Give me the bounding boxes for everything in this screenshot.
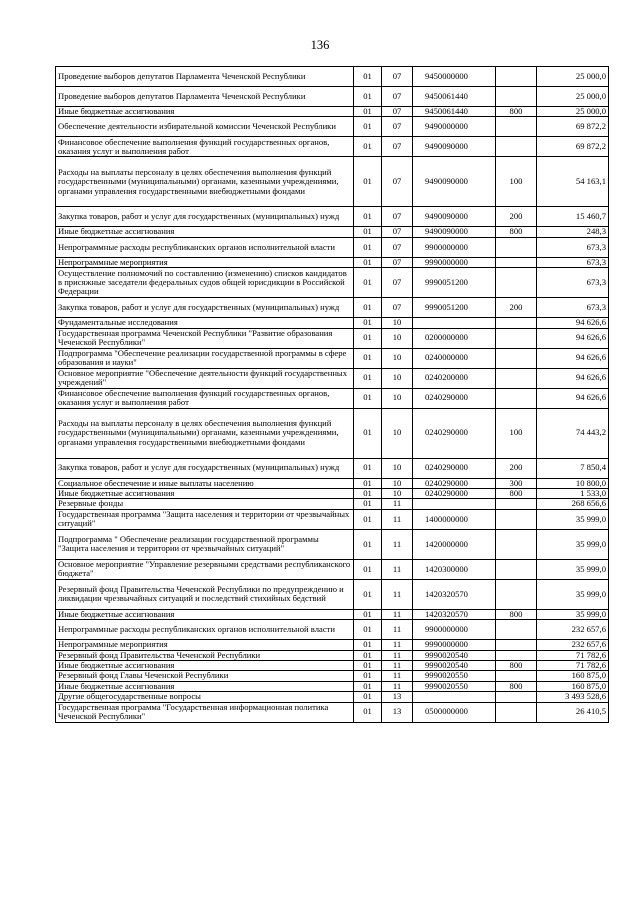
row-amount: 94 626,6	[537, 368, 609, 388]
row-amount: 15 460,7	[537, 207, 609, 227]
row-expense-type	[496, 368, 537, 388]
row-target-article: 1400000000	[413, 509, 496, 529]
row-target-article: 9990000000	[413, 257, 496, 267]
row-expense-type	[496, 692, 537, 702]
table-row	[56, 702, 609, 722]
row-target-article: 0240290000	[413, 458, 496, 478]
row-section: 01	[354, 67, 382, 87]
row-name: Непрограммные расходы республиканских органов исполнительной власти	[56, 620, 354, 640]
row-target-article: 9990020550	[413, 681, 496, 691]
row-name: Закупка товаров, работ и услуг для государственных (муниципальных) нужд	[56, 207, 354, 227]
row-subsection: 10	[382, 328, 413, 348]
row-amount: 25 000,0	[537, 67, 609, 87]
row-target-article: 0240290000	[413, 408, 496, 458]
row-amount: 673,3	[537, 237, 609, 257]
row-subsection: 10	[382, 388, 413, 408]
row-name: Основное мероприятие "Обеспечение деятельности функций государственных учреждений"	[56, 368, 354, 388]
row-target-article: 9490090000	[413, 157, 496, 207]
row-name: Другие общегосударственные вопросы	[56, 692, 354, 702]
table-row	[56, 671, 609, 681]
table-row	[56, 137, 609, 157]
row-expense-type: 200	[496, 207, 537, 227]
row-amount: 673,3	[537, 268, 609, 298]
row-expense-type	[496, 529, 537, 559]
page-number: 136	[310, 38, 330, 52]
row-section: 01	[354, 559, 382, 579]
row-section: 01	[354, 692, 382, 702]
row-amount: 35 999,0	[537, 559, 609, 579]
row-amount: 25 000,0	[537, 107, 609, 117]
row-target-article: 9990000000	[413, 640, 496, 650]
row-target-article: 0240290000	[413, 388, 496, 408]
row-section: 01	[354, 620, 382, 640]
row-amount: 160 875,0	[537, 681, 609, 691]
row-target-article: 9490000000	[413, 117, 496, 137]
row-amount: 1 533,0	[537, 489, 609, 499]
row-amount: 673,3	[537, 298, 609, 318]
table-row	[56, 298, 609, 318]
row-subsection: 10	[382, 489, 413, 499]
row-amount: 160 875,0	[537, 671, 609, 681]
table-row	[56, 650, 609, 660]
row-section: 01	[354, 137, 382, 157]
row-section: 01	[354, 87, 382, 107]
row-name: Подпрограмма "Обеспечение реализации государственной программы в сфере образования и науки"	[56, 348, 354, 368]
row-amount: 35 999,0	[537, 579, 609, 609]
row-subsection: 07	[382, 257, 413, 267]
row-subsection: 11	[382, 650, 413, 660]
row-amount: 35 999,0	[537, 509, 609, 529]
row-section: 01	[354, 681, 382, 691]
table-row	[56, 237, 609, 257]
row-amount: 35 999,0	[537, 609, 609, 619]
row-expense-type	[496, 137, 537, 157]
row-amount: 94 626,6	[537, 348, 609, 368]
row-amount: 69 872,2	[537, 117, 609, 137]
row-expense-type: 100	[496, 408, 537, 458]
row-section: 01	[354, 609, 382, 619]
row-expense-type	[496, 640, 537, 650]
row-amount: 10 800,0	[537, 478, 609, 488]
table-row	[56, 478, 609, 488]
row-subsection: 11	[382, 529, 413, 559]
row-expense-type	[496, 579, 537, 609]
row-subsection: 07	[382, 237, 413, 257]
table-row	[56, 388, 609, 408]
budget-table	[55, 66, 609, 723]
row-target-article: 0500000000	[413, 702, 496, 722]
row-name: Государственная программа "Защита населения и территории от чрезвычайных ситуаций"	[56, 509, 354, 529]
row-subsection: 11	[382, 509, 413, 529]
row-target-article: 9990020540	[413, 650, 496, 660]
row-expense-type: 800	[496, 661, 537, 671]
row-expense-type	[496, 671, 537, 681]
row-expense-type	[496, 67, 537, 87]
row-subsection: 11	[382, 559, 413, 579]
table-row	[56, 207, 609, 227]
row-target-article: 9990020550	[413, 671, 496, 681]
row-section: 01	[354, 348, 382, 368]
row-section: 01	[354, 227, 382, 237]
row-subsection: 10	[382, 478, 413, 488]
row-amount: 69 872,2	[537, 137, 609, 157]
row-subsection: 13	[382, 692, 413, 702]
row-section: 01	[354, 702, 382, 722]
table-row	[56, 692, 609, 702]
row-target-article	[413, 692, 496, 702]
row-target-article: 9990051200	[413, 298, 496, 318]
row-section: 01	[354, 509, 382, 529]
row-amount: 74 443,2	[537, 408, 609, 458]
row-section: 01	[354, 328, 382, 348]
row-expense-type	[496, 257, 537, 267]
row-name: Расходы на выплаты персоналу в целях обеспечения выполнения функций государственными (муниципальными) органами, казенными учреждениями, органами управления государственными внебюджетными фондами	[56, 408, 354, 458]
row-amount: 673,3	[537, 257, 609, 267]
row-target-article: 1420000000	[413, 529, 496, 559]
row-target-article: 9490090000	[413, 137, 496, 157]
row-section: 01	[354, 478, 382, 488]
row-amount: 94 626,6	[537, 318, 609, 328]
row-target-article: 9990020540	[413, 661, 496, 671]
row-name: Резервный фонд Правительства Чеченской Республики	[56, 650, 354, 660]
table-row	[56, 620, 609, 640]
row-subsection: 10	[382, 408, 413, 458]
row-section: 01	[354, 650, 382, 660]
table-row	[56, 67, 609, 87]
row-name: Государственная программа Чеченской Республики "Развитие образования Чеченской Республики"	[56, 328, 354, 348]
row-expense-type: 200	[496, 298, 537, 318]
row-subsection: 07	[382, 87, 413, 107]
row-subsection: 13	[382, 702, 413, 722]
table-row	[56, 489, 609, 499]
row-name: Иные бюджетные ассигнования	[56, 681, 354, 691]
row-name: Проведение выборов депутатов Парламента Чеченской Республики	[56, 87, 354, 107]
row-subsection: 11	[382, 640, 413, 650]
row-amount: 268 656,6	[537, 499, 609, 509]
row-name: Социальное обеспечение и иные выплаты населению	[56, 478, 354, 488]
row-expense-type	[496, 237, 537, 257]
row-name: Финансовое обеспечение выполнения функций государственных органов, оказания услуг и выполнения работ	[56, 388, 354, 408]
table-row	[56, 661, 609, 671]
row-target-article: 1420320570	[413, 579, 496, 609]
budget-table-body	[56, 67, 609, 723]
row-target-article: 9490090000	[413, 207, 496, 227]
row-target-article: 9450000000	[413, 67, 496, 87]
row-amount: 71 782,6	[537, 650, 609, 660]
row-name: Иные бюджетные ассигнования	[56, 661, 354, 671]
row-name: Проведение выборов депутатов Парламента Чеченской Республики	[56, 67, 354, 87]
row-amount: 94 626,6	[537, 328, 609, 348]
row-expense-type	[496, 328, 537, 348]
row-section: 01	[354, 117, 382, 137]
row-amount: 26 410,5	[537, 702, 609, 722]
row-target-article	[413, 499, 496, 509]
row-name: Иные бюджетные ассигнования	[56, 107, 354, 117]
row-expense-type	[496, 87, 537, 107]
row-name: Непрограммные мероприятия	[56, 640, 354, 650]
table-row	[56, 681, 609, 691]
table-row	[56, 368, 609, 388]
row-name: Государственная программа "Государственная информационная политика Чеченской Республики"	[56, 702, 354, 722]
table-row	[56, 499, 609, 509]
row-target-article: 9990051200	[413, 268, 496, 298]
row-section: 01	[354, 579, 382, 609]
row-name: Фундаментальные исследования	[56, 318, 354, 328]
row-subsection: 11	[382, 609, 413, 619]
row-section: 01	[354, 640, 382, 650]
table-row	[56, 559, 609, 579]
row-name: Иные бюджетные ассигнования	[56, 609, 354, 619]
row-subsection: 07	[382, 268, 413, 298]
row-subsection: 11	[382, 499, 413, 509]
table-row	[56, 509, 609, 529]
row-target-article: 0200000000	[413, 328, 496, 348]
row-section: 01	[354, 257, 382, 267]
row-name: Резервный фонд Главы Чеченской Республики	[56, 671, 354, 681]
row-target-article: 9450061440	[413, 107, 496, 117]
row-subsection: 07	[382, 157, 413, 207]
row-subsection: 11	[382, 671, 413, 681]
row-section: 01	[354, 408, 382, 458]
row-expense-type	[496, 318, 537, 328]
table-row	[56, 227, 609, 237]
row-name: Непрограммные расходы республиканских органов исполнительной власти	[56, 237, 354, 257]
row-expense-type: 800	[496, 489, 537, 499]
row-section: 01	[354, 489, 382, 499]
row-amount: 54 163,1	[537, 157, 609, 207]
row-target-article: 9900000000	[413, 620, 496, 640]
row-name: Основное мероприятие "Управление резервными средствами республиканского бюджета"	[56, 559, 354, 579]
row-subsection: 07	[382, 67, 413, 87]
row-subsection: 11	[382, 579, 413, 609]
table-row	[56, 117, 609, 137]
table-row	[56, 579, 609, 609]
row-section: 01	[354, 388, 382, 408]
row-expense-type	[496, 559, 537, 579]
row-section: 01	[354, 298, 382, 318]
row-name: Подпрограмма " Обеспечение реализации государственной программы "Защита населения и территории от чрезвычайных ситуаций"	[56, 529, 354, 559]
row-amount: 35 999,0	[537, 529, 609, 559]
row-subsection: 11	[382, 661, 413, 671]
row-target-article: 0240000000	[413, 348, 496, 368]
row-amount: 25 000,0	[537, 87, 609, 107]
row-section: 01	[354, 268, 382, 298]
row-name: Расходы на выплаты персоналу в целях обеспечения выполнения функций государственными (муниципальными) органами, казенными учреждениями, органами управления государственными внебюджетными фондами	[56, 157, 354, 207]
row-section: 01	[354, 529, 382, 559]
table-row	[56, 529, 609, 559]
row-amount: 7 850,4	[537, 458, 609, 478]
row-amount: 232 657,6	[537, 640, 609, 650]
row-subsection: 10	[382, 348, 413, 368]
row-subsection: 11	[382, 620, 413, 640]
row-subsection: 11	[382, 681, 413, 691]
table-row	[56, 257, 609, 267]
row-target-article: 0240290000	[413, 478, 496, 488]
row-amount: 71 782,6	[537, 661, 609, 671]
row-subsection: 10	[382, 318, 413, 328]
row-section: 01	[354, 368, 382, 388]
row-name: Закупка товаров, работ и услуг для государственных (муниципальных) нужд	[56, 298, 354, 318]
row-target-article: 1420320570	[413, 609, 496, 619]
row-target-article: 0240290000	[413, 489, 496, 499]
row-name: Финансовое обеспечение выполнения функций государственных органов, оказания услуг и выполнения работ	[56, 137, 354, 157]
row-subsection: 07	[382, 107, 413, 117]
row-subsection: 07	[382, 207, 413, 227]
row-name: Резервный фонд Правительства Чеченской Республики по предупреждению и ликвидации чрезвычайных ситуаций и последствий стихийных бедствий	[56, 579, 354, 609]
row-subsection: 07	[382, 117, 413, 137]
row-expense-type	[496, 268, 537, 298]
row-target-article: 9900000000	[413, 237, 496, 257]
row-expense-type	[496, 509, 537, 529]
row-target-article: 9490090000	[413, 227, 496, 237]
row-section: 01	[354, 671, 382, 681]
table-row	[56, 107, 609, 117]
table-row	[56, 640, 609, 650]
row-section: 01	[354, 107, 382, 117]
row-expense-type	[496, 348, 537, 368]
row-target-article	[413, 318, 496, 328]
row-amount: 3 493 528,6	[537, 692, 609, 702]
table-row	[56, 408, 609, 458]
row-expense-type: 800	[496, 681, 537, 691]
row-subsection: 10	[382, 368, 413, 388]
row-amount: 94 626,6	[537, 388, 609, 408]
row-amount: 232 657,6	[537, 620, 609, 640]
row-section: 01	[354, 157, 382, 207]
table-row	[56, 328, 609, 348]
table-row	[56, 157, 609, 207]
row-expense-type: 300	[496, 478, 537, 488]
row-target-article: 1420300000	[413, 559, 496, 579]
row-subsection: 07	[382, 227, 413, 237]
row-expense-type: 800	[496, 107, 537, 117]
table-row	[56, 268, 609, 298]
row-name: Непрограммные мероприятия	[56, 257, 354, 267]
row-expense-type: 100	[496, 157, 537, 207]
table-row	[56, 609, 609, 619]
row-name: Резервные фонды	[56, 499, 354, 509]
row-expense-type: 800	[496, 609, 537, 619]
row-name: Закупка товаров, работ и услуг для государственных (муниципальных) нужд	[56, 458, 354, 478]
row-expense-type: 800	[496, 227, 537, 237]
row-subsection: 07	[382, 137, 413, 157]
row-section: 01	[354, 458, 382, 478]
row-name: Иные бюджетные ассигнования	[56, 227, 354, 237]
row-expense-type	[496, 499, 537, 509]
table-row	[56, 87, 609, 107]
row-subsection: 07	[382, 298, 413, 318]
table-row	[56, 318, 609, 328]
row-subsection: 10	[382, 458, 413, 478]
row-section: 01	[354, 661, 382, 671]
row-amount: 248,3	[537, 227, 609, 237]
row-expense-type	[496, 620, 537, 640]
table-row	[56, 348, 609, 368]
row-expense-type: 200	[496, 458, 537, 478]
row-section: 01	[354, 207, 382, 227]
row-name: Обеспечение деятельности избирательной комиссии Чеченской Республики	[56, 117, 354, 137]
row-name: Иные бюджетные ассигнования	[56, 489, 354, 499]
row-expense-type	[496, 117, 537, 137]
table-row	[56, 458, 609, 478]
row-expense-type	[496, 650, 537, 660]
row-target-article: 9450061440	[413, 87, 496, 107]
row-expense-type	[496, 702, 537, 722]
row-section: 01	[354, 318, 382, 328]
row-target-article: 0240200000	[413, 368, 496, 388]
row-expense-type	[496, 388, 537, 408]
row-section: 01	[354, 499, 382, 509]
row-section: 01	[354, 237, 382, 257]
row-name: Осуществление полномочий по составлению (изменению) списков кандидатов в присяжные заседатели федеральных судов общей юрисдикции в Российской Федерации	[56, 268, 354, 298]
